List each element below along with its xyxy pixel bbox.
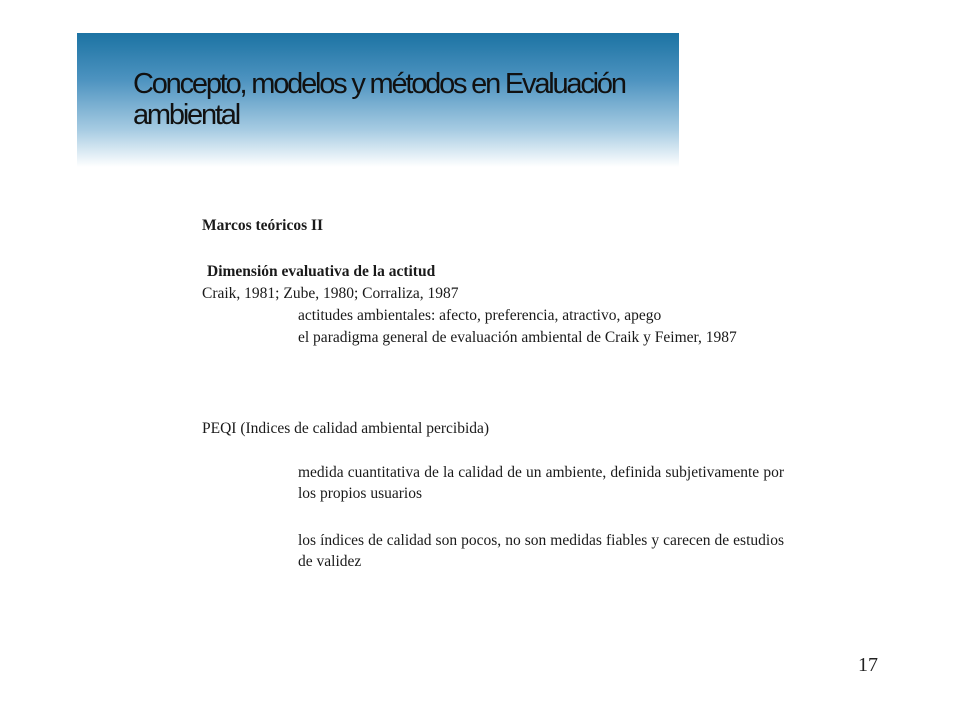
- slide-title: Concepto, modelos y métodos en Evaluación ambiental: [133, 68, 625, 131]
- section-heading: Marcos teóricos II: [202, 217, 324, 234]
- title-banner: [77, 33, 679, 167]
- point-paradigm: el paradigma general de evaluación ambiental de Craik y Feimer, 1987: [298, 329, 737, 346]
- section-subheading: Dimensión evaluativa de la actitud: [207, 263, 436, 280]
- peqi-point-measure: medida cuantitativa de la calidad de un ambiente, definida subjetivamente por los propios usuarios: [298, 464, 784, 502]
- peqi-heading: PEQI (Indices de calidad ambiental percibida): [202, 420, 490, 437]
- authors-citation: Craik, 1981; Zube, 1980; Corraliza, 1987: [202, 285, 459, 302]
- peqi-point-indices: los índices de calidad son pocos, no son medidas fiables y carecen de estudios de validez: [298, 532, 784, 570]
- point-attitudes: actitudes ambientales: afecto, preferencia, atractivo, apego: [298, 307, 662, 324]
- page-number: 17: [858, 654, 878, 676]
